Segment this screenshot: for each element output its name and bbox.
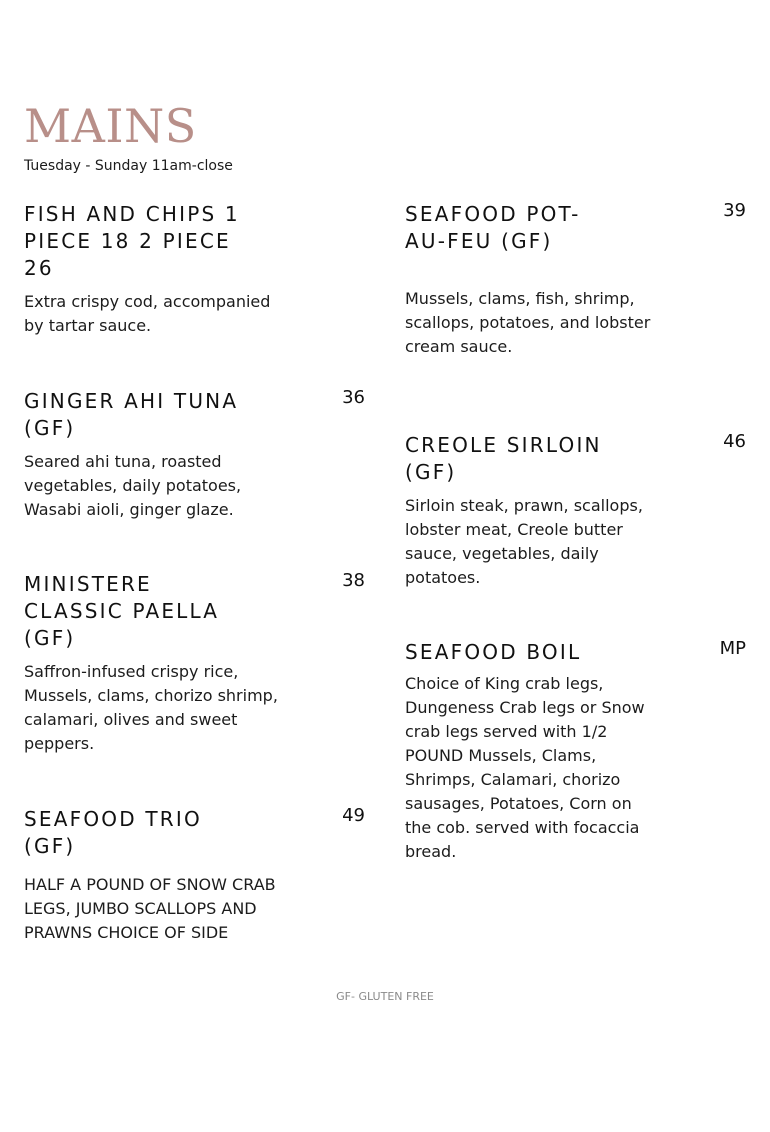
- menu-item-fish-and-chips: [24, 201, 365, 338]
- item-price: MP: [719, 638, 746, 659]
- item-description: Choice of King crab legs, Dungeness Crab legs or Snow crab legs served with 1/2 POUND Mussels, Clams, Shrimps, Calamari, chorizo sausages, Potatoes, Corn on the cob. served with focaccia bread.: [405, 674, 645, 861]
- item-name: FISH AND CHIPS 1 PIECE 18 2 PIECE 26: [24, 202, 240, 280]
- item-description: Sirloin steak, prawn, scallops, lobster meat, Creole butter sauce, vegetables, daily potatoes.: [405, 496, 643, 587]
- item-name: CREOLE SIRLOIN (GF): [405, 433, 602, 484]
- gluten-free-footnote: GF- GLUTEN FREE: [336, 990, 434, 1003]
- item-name: MINISTERE CLASSIC PAELLA (GF): [24, 572, 220, 650]
- menu-item-ministere-classic-paella: [24, 571, 365, 756]
- menu-item-seafood-trio: [24, 806, 365, 945]
- item-name: SEAFOOD BOIL: [405, 640, 582, 664]
- service-hours: Tuesday - Sunday 11am-close: [24, 158, 233, 174]
- item-description: Mussels, clams, fish, shrimp, scallops, potatoes, and lobster cream sauce.: [405, 289, 651, 356]
- item-price: 39: [723, 200, 746, 221]
- item-name: GINGER AHI TUNA (GF): [24, 389, 239, 440]
- section-title: MAINS: [24, 99, 197, 153]
- menu-item-seafood-boil: [405, 639, 746, 864]
- item-price: 36: [342, 387, 365, 408]
- menu-item-creole-sirloin: [405, 432, 746, 590]
- item-name: SEAFOOD POT-AU-FEU (GF): [405, 202, 581, 253]
- item-description: Saffron-infused crispy rice, Mussels, clams, chorizo shrimp, calamari, olives and sweet peppers.: [24, 662, 278, 753]
- item-description: Seared ahi tuna, roasted vegetables, daily potatoes, Wasabi aioli, ginger glaze.: [24, 452, 242, 519]
- item-price: 38: [342, 570, 365, 591]
- menu-item-ginger-ahi-tuna: [24, 388, 365, 522]
- menu-item-seafood-pot-au-feu: [405, 201, 746, 359]
- item-description: HALF A POUND OF SNOW CRAB LEGS, JUMBO SCALLOPS AND PRAWNS CHOICE OF SIDE: [24, 875, 276, 942]
- item-name: SEAFOOD TRIO (GF): [24, 807, 202, 858]
- item-price: 49: [342, 805, 365, 826]
- item-description: Extra crispy cod, accompanied by tartar sauce.: [24, 292, 271, 335]
- item-price: 46: [723, 431, 746, 452]
